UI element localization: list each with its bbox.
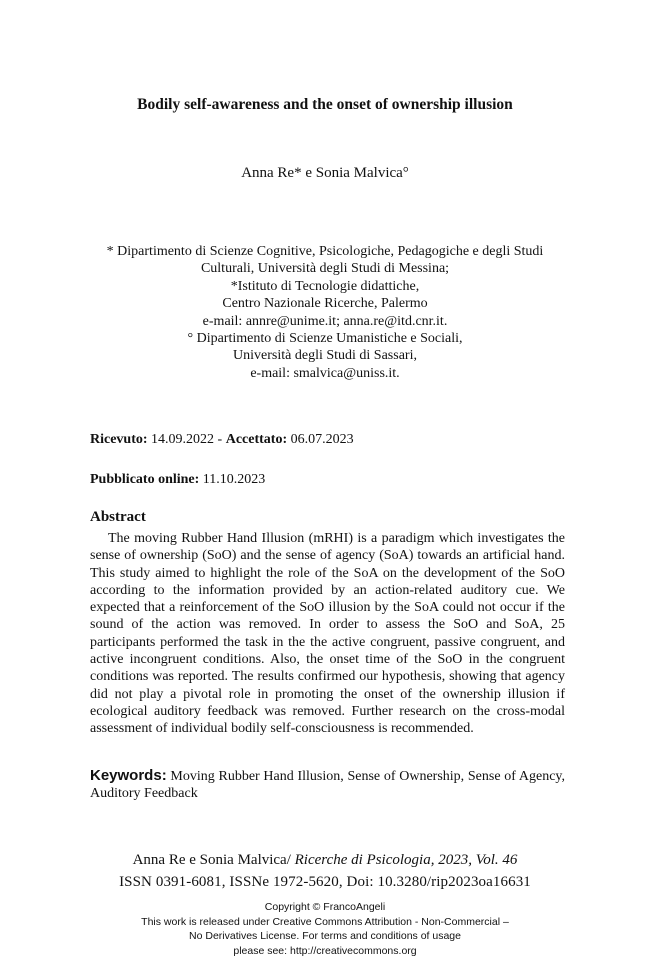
copyright-notice [0,900,650,958]
abstract-heading: Abstract [90,509,146,525]
published-label: Pubblicato online: [90,472,200,487]
keywords-block [90,767,565,803]
paper-title: Bodily self-awareness and the onset of ownership illusion [137,96,513,113]
license-line: please see: http://creativecommons.org [233,944,417,957]
abstract-text: The moving Rubber Hand Illusion (mRHI) is a paradigm which investigates the sense of ownership (SoO) and the sense of agency (SoA) towards an artificial hand. This study aimed to highlight the role of the SoA on the development of the SoO according to the information provided by an action-related auditory cue. We expected that a reinforcement of the SoO illusion by the SoA could not occur if the sound of the action was removed. In order to assess the SoO and SoA, 25 participants performed the task in the the active congruent, passive congruent, and active incongruent conditions. Also, the onset time of the SoO in the congruent conditions was reported. The results confirmed our hypothesis, showing that agency did not play a pivotal role in promoting the onset of the ownership illusion if ecological auditory feedback was removed. Further research on the cross-modal assessment of individual bodily self-consciousness is recommended. [90,531,565,737]
license-line: This work is released under Creative Commons Attribution - Non-Commercial – [141,915,509,928]
affiliation-line: *Istituto di Tecnologie didattiche, [230,278,420,294]
accepted-date: 06.07.2023 [290,432,354,447]
received-accepted-line [90,432,354,448]
citation-journal: Ricerche di Psicologia, 2023, Vol. 46 [294,852,518,868]
published-date: 11.10.2023 [202,472,266,487]
received-date: 14.09.2022 [151,432,215,447]
keywords-label: Keywords: [90,767,167,784]
license-line: No Derivatives License. For terms and conditions of usage [189,930,461,942]
published-line [90,472,265,488]
affiliation-line: e-mail: smalvica@uniss.it. [250,365,400,381]
citation-line [0,852,650,869]
affiliation-line: Centro Nazionale Ricerche, Palermo [222,296,428,312]
affiliation-line: Università degli Studi di Sassari, [233,348,417,364]
keywords-text: Moving Rubber Hand Illusion, Sense of Ownership, Sense of Agency, Auditory Feedback [90,769,565,802]
citation-authors: Anna Re e Sonia Malvica/ [132,852,291,868]
affiliation-line: ° Dipartimento di Scienze Umanistiche e Sociali, [187,331,463,347]
accepted-label: Accettato: [225,432,288,447]
affiliations-block [80,243,570,382]
affiliation-line: e-mail: annre@unime.it; anna.re@itd.cnr.it. [202,313,448,329]
affiliation-line: Culturali, Università degli Studi di Messina; [200,261,450,277]
authors-line: Anna Re* e Sonia Malvica° [241,165,409,181]
affiliation-line: * Dipartimento di Scienze Cognitive, Psicologiche, Pedagogiche e degli Studi [106,244,544,259]
date-separator: - [217,432,223,447]
received-label: Ricevuto: [90,432,148,447]
issn-doi-line: ISSN 0391-6081, ISSNe 1972-5620, Doi: 10.3280/rip2023oa16631 [119,874,531,890]
copyright-line: Copyright © FrancoAngeli [264,901,386,913]
